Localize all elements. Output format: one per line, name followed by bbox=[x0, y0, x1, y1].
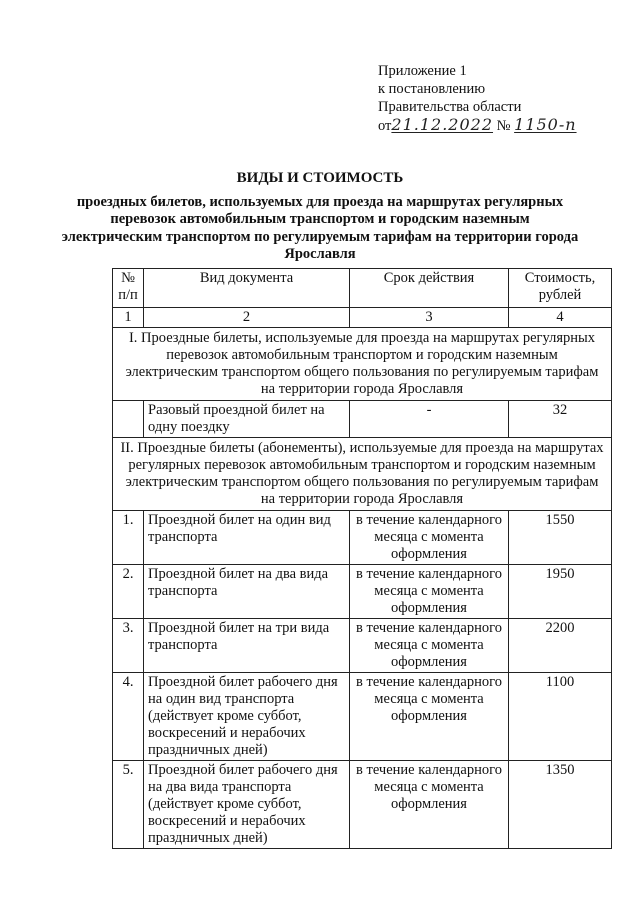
row-num: 3. bbox=[113, 619, 144, 673]
handwritten-date: 21.12.2022 bbox=[391, 115, 494, 134]
row-cost: 1950 bbox=[509, 565, 612, 619]
table-row bbox=[113, 761, 612, 849]
row-doc: Проездной билет рабочего дня на два вида транспорта (действует кроме суббот, воскресений и нерабочих праздничных дней) bbox=[144, 761, 350, 849]
tariff-table bbox=[112, 268, 612, 849]
title-subtitle: проездных билетов, используемых для проезда на маршрутах регулярных перевозок автомобильным транспортом и городским наземным электрическим транспортом по регулируемым тарифам на территории города Ярославля bbox=[61, 193, 579, 262]
row-cost: 1350 bbox=[509, 761, 612, 849]
row-num: 2. bbox=[113, 565, 144, 619]
section-row bbox=[113, 328, 612, 401]
row-doc: Проездной билет на три вида транспорта bbox=[144, 619, 350, 673]
document-title bbox=[60, 170, 580, 264]
row-doc: Проездной билет рабочего дня на один вид транспорта (действует кроме суббот, воскресений и нерабочих праздничных дней) bbox=[144, 673, 350, 761]
row-doc: Проездной билет на один вид транспорта bbox=[144, 511, 350, 565]
appendix-line: к постановлению bbox=[378, 81, 486, 97]
col-number: 1 bbox=[113, 308, 144, 328]
appendix-line: Приложение 1 bbox=[378, 63, 467, 79]
row-term: в течение календарного месяца с момента оформления bbox=[350, 619, 509, 673]
table-row bbox=[113, 565, 612, 619]
row-term: в течение календарного месяца с момента оформления bbox=[350, 511, 509, 565]
row-doc: Разовый проездной билет на одну поездку bbox=[144, 401, 350, 438]
table-row bbox=[113, 673, 612, 761]
row-num: 5. bbox=[113, 761, 144, 849]
row-cost: 1550 bbox=[509, 511, 612, 565]
col-number: 4 bbox=[509, 308, 612, 328]
section-2-heading: II. Проездные билеты (абонементы), используемые для проезда на маршрутах регулярных перевозок автомобильным транспортом и городским наземным электрическим транспортом общего пользования по регулируемым тарифам на территории города Ярославля bbox=[113, 438, 612, 511]
col-number: 2 bbox=[144, 308, 350, 328]
row-num bbox=[113, 401, 144, 438]
header-num: № п/п bbox=[113, 269, 144, 308]
row-num: 4. bbox=[113, 673, 144, 761]
header-row bbox=[113, 269, 612, 308]
row-cost: 2200 bbox=[509, 619, 612, 673]
row-term: - bbox=[350, 401, 509, 438]
section-1-heading: I. Проездные билеты, используемые для проезда на маршрутах регулярных перевозок автомобильным транспортом и городским наземным электрическим транспортом общего пользования по регулируемым тарифам на территории города Ярославля bbox=[113, 328, 612, 401]
table-row bbox=[113, 619, 612, 673]
column-number-row bbox=[113, 308, 612, 328]
row-term: в течение календарного месяца с момента оформления bbox=[350, 673, 509, 761]
row-cost: 32 bbox=[509, 401, 612, 438]
row-doc: Проездной билет на два вида транспорта bbox=[144, 565, 350, 619]
col-number: 3 bbox=[350, 308, 509, 328]
header-term: Срок действия bbox=[350, 269, 509, 308]
row-num: 1. bbox=[113, 511, 144, 565]
table-row bbox=[113, 401, 612, 438]
row-term: в течение календарного месяца с момента оформления bbox=[350, 761, 509, 849]
appendix-block bbox=[378, 62, 577, 135]
header-cost: Стоимость, рублей bbox=[509, 269, 612, 308]
table-row bbox=[113, 511, 612, 565]
handwritten-number: 1150-п bbox=[514, 115, 577, 134]
header-doc: Вид документа bbox=[144, 269, 350, 308]
title-main: ВИДЫ И СТОИМОСТЬ bbox=[236, 170, 404, 186]
row-term: в течение календарного месяца с момента оформления bbox=[350, 565, 509, 619]
section-row bbox=[113, 438, 612, 511]
appendix-date-line bbox=[378, 116, 577, 135]
row-cost: 1100 bbox=[509, 673, 612, 761]
from-label: от bbox=[378, 118, 392, 134]
number-sign: № bbox=[496, 118, 511, 134]
appendix-line: Правительства области bbox=[378, 99, 522, 115]
